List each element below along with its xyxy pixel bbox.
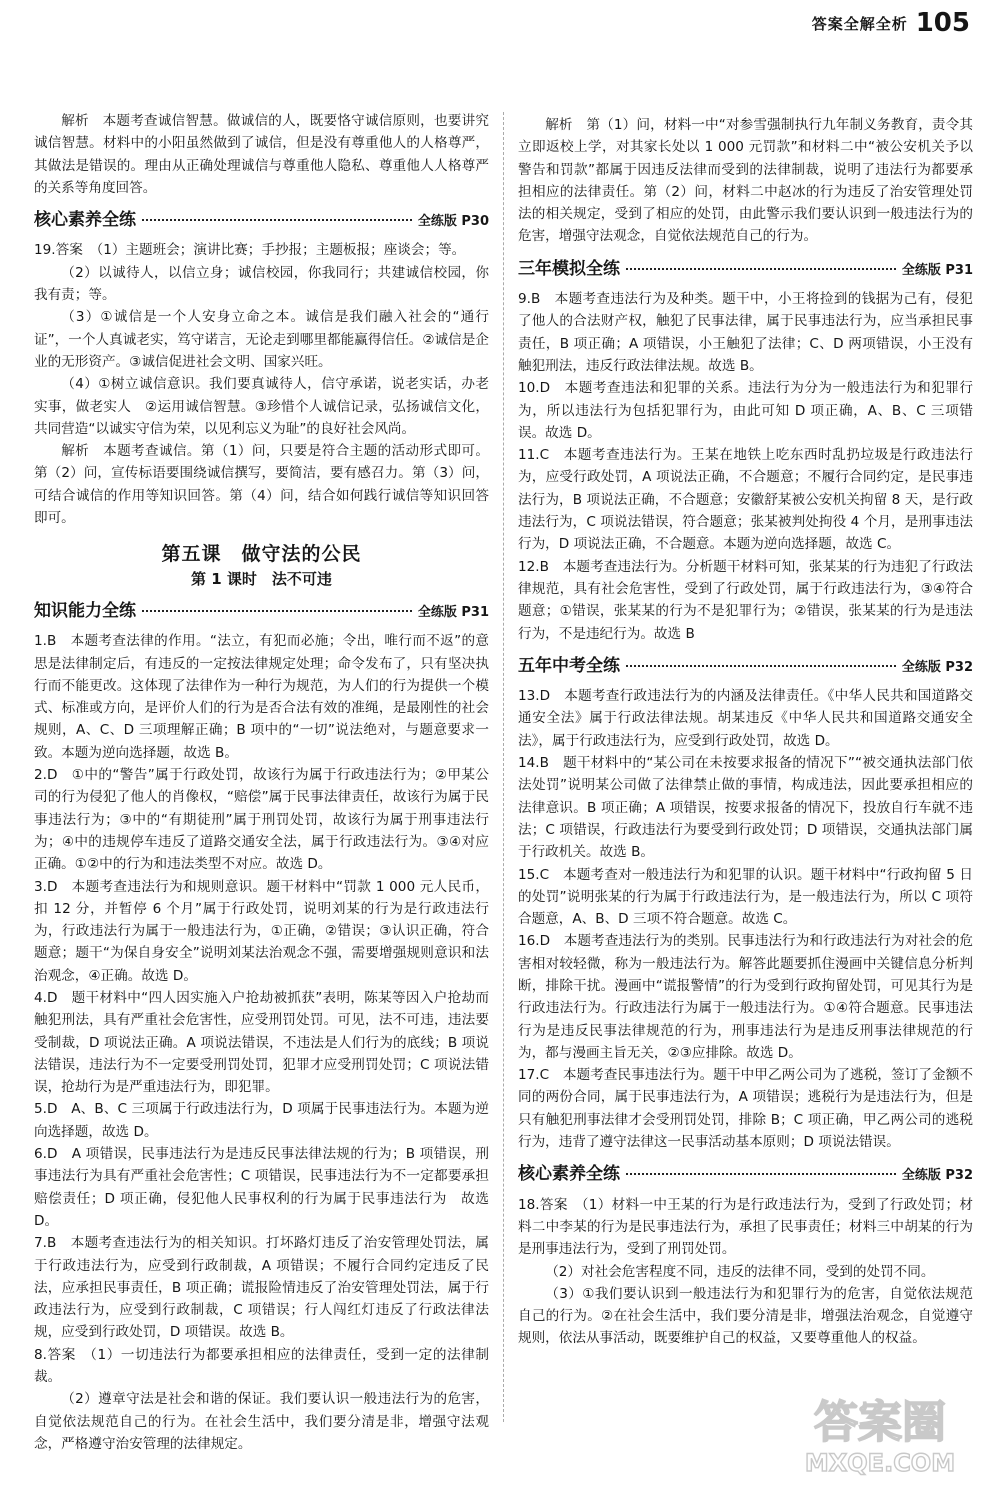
section-title: 三年模拟全练	[518, 258, 620, 279]
q15-answer: 15.C 本题考查对一般违法行为和犯罪的认识。题干材料中“行政拘留 5 日的处罚”说明张某的行为属于行政违法行为，是一般违法行为，所以 C 项符合题意，A、B、D 三项不符合题意。故选 C。	[518, 866, 973, 928]
section-header-core-1	[34, 209, 489, 233]
section-header-knowledge	[34, 600, 489, 624]
section-ref: 全练版 P31	[417, 604, 489, 620]
section-dots	[626, 1173, 896, 1175]
right-column	[518, 114, 973, 1350]
section-dots	[142, 610, 412, 612]
section-ref: 全练版 P32	[901, 1168, 973, 1184]
q12-answer: 12.B 本题考查违法行为。分析题干材料可知，张某某的行为违犯了行政法律规范，具有社会危害性，受到了行政处罚，属于行政违法行为，③④符合题意；①错误，张某某的行为不是犯罪行为；②错误，张某某的行为是违法行为，不是违纪行为。故选 B	[518, 558, 973, 642]
q9-answer: 9.B 本题考查违法行为及种类。题干中，小王将捡到的钱据为己有，侵犯了他人的合法财产权，触犯了民事法律，属于民事违法行为，应当承担民事责任，B 项正确；A 项错误，小王触犯了法律；C、D 两项错误，小王没有触犯刑法，违反行政法律法规。故选 B。	[518, 291, 973, 374]
q19-answer-3: （3）①诚信是一个人安身立命之本。诚信是我们融入社会的“通行证”，一个人真诚老实，笃守诺言，无论走到哪里都能赢得信任。②诚信是企业的无形资产。③诚信促进社会文明、国家兴旺。	[34, 309, 489, 370]
page-header	[812, 8, 970, 38]
section-header-five-year	[518, 655, 973, 679]
q8-answer-1: 8.答案 （1）一切违法行为都要承担相应的法律责任，受到一定的法律制裁。	[34, 1346, 489, 1386]
section-header-core-2	[518, 1163, 973, 1187]
section-ref: 全练版 P31	[901, 262, 973, 278]
q8-analysis: 解析 第（1）问，材料一中“对参雪强制执行九年制义务教育，责令其立即返校上学，对其家长处以 1 000 元罚款”和材料二中“被公安机关予以警告和罚款”都属于因违反法律而受到的法律制裁，说明了违法行为都要承担相应的法律责任。第（2）问，材料二中赵冰的行为违反了治安管理处罚法的相关规定，受到了相应的处罚，由此警示我们要认识到一般违法行为的危害，增强守法观念，自觉依法规范自己的行为。	[518, 117, 973, 245]
header-title: 答案全解全析	[811, 14, 908, 33]
q2-answer: 2.D ①中的“警告”属于行政处罚，故该行为属于行政违法行为；②甲某公司的行为侵犯了他人的肖像权，“赔偿”属于民事法律责任，故该行为属于民事违法行为；③中的“有期徒刑”属于刑罚处罚，故该行为属于刑事违法行为；④中的违规停车违反了道路交通安全法，属于行政违法行为。③④对应正确。①②中的行为和违法类型不对应。故选 D。	[34, 767, 489, 873]
page-number: 105	[915, 8, 970, 38]
watermark-text-url: MXQE.COM	[804, 1449, 956, 1477]
q19-answer-2: （2）以诚待人，以信立身；诚信校园，你我同行；共建诚信校园，你我有责；等。	[34, 264, 489, 304]
lesson-subtitle: 第 1 课时 法不可违	[191, 569, 332, 588]
q7-answer: 7.B 本题考查违法行为的相关知识。打坏路灯违反了治安管理处罚法，属于行政违法行为，应受到行政制裁，A 项错误；不履行合同约定违反了民法，应承担民事责任，B 项正确；谎报险情违反了治安管理处罚法，属于行政违法行为，应受到行政制裁，C 项错误；行人闯红灯违反了行政法律法规，应受到行政处罚，D 项错误。故选 B。	[34, 1235, 489, 1341]
section-dots	[142, 219, 412, 221]
q8-answer-2: （2）遵章守法是社会和谐的保证。我们要认识一般违法行为的危害，自觉依法规范自己的行为。在社会生活中，我们要分清是非，增强守法观念，严格遵守治安管理的法律规定。	[34, 1391, 489, 1452]
q19-answer-4: （4）①树立诚信意识。我们要真诚待人，信守承诺，说老实话，办老实事，做老实人 ②运用诚信智慧。③珍惜个人诚信记录，弘扬诚信文化，共同营造“以诚实守信为荣，以见利忘义为耻”的良好社会风尚。	[34, 376, 489, 437]
q18-answer-3: （3）①我们要认识到一般违法行为和犯罪行为的危害，自觉依法规范自己的行为。②在社会生活中，我们要分清是非，增强法治观念，自觉遵守规则，依法从事活动，既要维护自己的权益，又要尊重他人的权益。	[518, 1285, 973, 1347]
watermark-logo	[780, 1391, 980, 1481]
q16-answer: 16.D 本题考查违法行为的类别。民事违法行为和行政违法行为对社会的危害相对较轻微，称为一般违法行为。解答此题要抓住漫画中关键信息分析判断，排除干扰。漫画中“谎报警情”的行为受到行政拘留处罚，可见其行为是行政违法行为。行政违法行为属于一般违法行为。①④符合题意。民事违法行为是违反民事法律规范的行为，刑事违法行为是违反刑事法律规范的行为，都与漫画主旨无关，②③应排除。故选 D。	[518, 933, 973, 1061]
intro-analysis: 解析 本题考查诚信智慧。做诚信的人，既要恪守诚信原则，也要讲究诚信智慧。材料中的小阳虽然做到了诚信，但是没有尊重他人的人格尊严，其做法是错误的。理由从正确处理诚信与尊重他人隐私、尊重他人人格尊严的关系等角度回答。	[34, 113, 489, 196]
q19-analysis: 解析 本题考查诚信。第（1）问，只要是符合主题的活动形式即可。第（2）问，宣传标语要围绕诚信撰写，要简洁，要有感召力。第（3）问，可结合诚信的作用等知识回答。第（4）问，结合如何践行诚信等知识回答即可。	[34, 443, 489, 527]
section-title: 核心素养全练	[518, 1164, 620, 1185]
q3-answer: 3.D 本题考查违法行为和规则意识。题干材料中“罚款 1 000 元人民币，扣 12 分，并暂停 6 个月”属于行政处罚，说明刘某的行为是行政违法行为，行政违法行为属于一般违法行为，①正确，②错误；③认识正确，符合题意；题干“为保自身安全”说明刘某法治观念不强，需要增强规则意识和法治观念，④正确。故选 D。	[34, 878, 489, 984]
section-dots	[626, 268, 896, 270]
section-header-three-year	[518, 258, 973, 282]
q1-answer: 1.B 本题考查法律的作用。“法立，有犯而必施；令出，唯行而不返”的意思是法律制定后，有违反的一定按法律规定处理；命令发布了，只有坚决执行而不能更改。这体现了法律作为一种行为规范，为人们的行为提供一个模式、标准或方向，是评价人们的行为是否合法有效的准绳，是最刚性的社会规则，A、C、D 三项理解正确；B 项中的“一切”说法绝对，与题意要求一致。本题为逆向选择题，故选 B。	[34, 633, 489, 761]
q18-answer-2: （2）对社会危害程度不同，违反的法律不同，受到的处罚不同。	[545, 1263, 935, 1280]
section-dots	[626, 665, 896, 667]
q18-answer-1: 18.答案 （1）材料一中王某的行为是行政违法行为，受到了行政处罚；材料二中李某的行为是民事违法行为，承担了民事责任；材料三中胡某的行为是刑事违法行为，受到了刑罚处罚。	[518, 1196, 973, 1258]
q14-answer: 14.B 题干材料中的“某公司在未按要求报备的情况下”“被交通执法部门依法处罚”说明某公司做了法律禁止做的事情，构成违法，因此要承担相应的法律意识。B 项正确；A 项错误，按要求报备的情况下，投放自行车就不违法；C 项错误，行政违法行为要受到行政处罚；D 项错误，交通执法部门属于行政机关。故选 B。	[518, 755, 973, 861]
q10-answer: 10.D 本题考查违法和犯罪的关系。违法行为分为一般违法行为和犯罪行为，所以违法行为包括犯罪行为，由此可知 D 项正确，A、B、C 三项错误。故选 D。	[518, 380, 973, 441]
column-divider	[503, 112, 504, 1422]
left-column	[34, 110, 489, 1455]
q19-answer-1: 19.答案 （1）主题班会；演讲比赛；手抄报；主题板报；座谈会；等。	[34, 242, 466, 259]
q13-answer: 13.D 本题考查行政违法行为的内涵及法律责任。《中华人民共和国道路交通安全法》属于行政法律法规。胡某违反《中华人民共和国道路交通安全法》，属于行政违法行为，应受到行政处罚，故选 D。	[518, 688, 973, 749]
q11-answer: 11.C 本题考查违法行为。王某在地铁上吃东西时乱扔垃圾是行政违法行为，应受行政处罚，A 项说法正确，不合题意；不履行合同约定，是民事违法行为，B 项说法正确，不合题意；安徽舒某被公安机关拘留 8 天，是行政违法行为，C 项说法错误，符合题意；张某被判处拘役 4 个月，是刑事违法行为，D 项说法正确，不合题意。本题为逆向选择题，故选 C。	[518, 447, 973, 553]
section-ref: 全练版 P30	[417, 214, 489, 230]
watermark-text-cn: 答案圈	[814, 1397, 946, 1448]
section-ref: 全练版 P32	[901, 659, 973, 675]
lesson-title: 第五课 做守法的公民	[161, 543, 362, 566]
q4-answer: 4.D 题干材料中“四人因实施入户抢劫被抓获”表明，陈某等因入户抢劫而触犯刑法，具有严重社会危害性，应受刑罚处罚。可见，法不可违，违法要受制裁，D 项说法正确。A 项说法错误，不违法是人们行为的底线；B 项说法错误，违法行为不一定要受刑罚处罚，犯罪才应受刑罚处罚；C 项说法错误，抢劫行为是严重违法行为，即犯罪。	[34, 989, 489, 1096]
q5-answer: 5.D A、B、C 三项属于行政违法行为，D 项属于民事违法行为。本题为逆向选择题，故选 D。	[34, 1101, 489, 1140]
section-title: 五年中考全练	[518, 655, 620, 676]
q17-answer: 17.C 本题考查民事违法行为。题干中甲乙两公司为了逃税，签订了金额不同的两份合同，属于民事违法行为，A 项错误；逃税行为是违法行为，但是只有触犯刑事法律才会受刑罚处罚，排除 B；C 项正确，甲乙两公司的逃税行为，违背了遵守法律这一民事活动基本原则；D 项说法错误。	[518, 1067, 973, 1151]
section-title: 核心素养全练	[34, 210, 136, 231]
q6-answer: 6.D A 项错误，民事违法行为是违反民事法律法规的行为；B 项错误，刑事违法行为具有严重社会危害性；C 项错误，民事违法行为不一定都要承担赔偿责任；D 项正确，侵犯他人民事权利的行为属于民事违法行为 故选 D。	[34, 1146, 489, 1229]
section-title: 知识能力全练	[34, 600, 136, 621]
